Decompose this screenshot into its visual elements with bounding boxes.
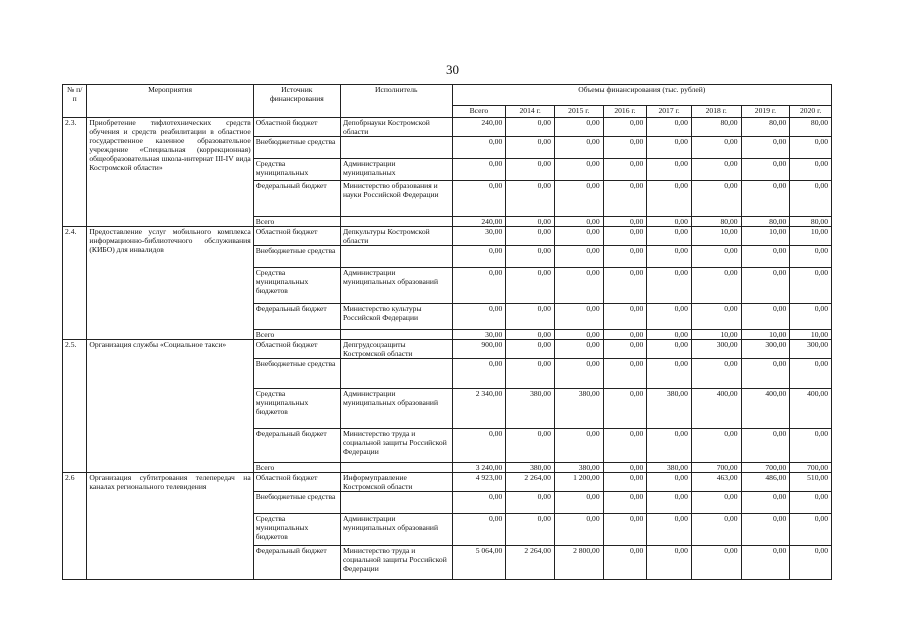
executor	[340, 359, 452, 389]
header-volumes: Объемы финансирования (тыс. рублей)	[452, 85, 831, 106]
executor: Информуправление Костромской области	[340, 473, 452, 492]
page-number: 30	[446, 62, 459, 77]
value-year: 0,00	[603, 181, 647, 217]
value-year: 0,00	[603, 514, 647, 546]
value-year: 10,00	[691, 330, 741, 340]
measure-description: Организация субтитрования телепередач на каналах регионального телевидения	[87, 473, 253, 580]
value-year: 80,00	[790, 217, 832, 227]
measure-number: 2.5.	[63, 340, 87, 473]
value-year: 380,00	[506, 389, 555, 429]
value-year: 0,00	[647, 429, 692, 463]
value-year: 0,00	[790, 246, 832, 268]
value-total: 900,00	[452, 340, 506, 359]
value-total: 3 240,00	[452, 463, 506, 473]
value-year: 0,00	[691, 546, 741, 580]
value-year: 700,00	[790, 463, 832, 473]
measure-description: Предоставление услуг мобильного комплекса информационно-библиотечного обслуживания (КИБО) для инвалидов	[87, 227, 253, 340]
value-year: 300,00	[741, 340, 790, 359]
value-year: 0,00	[790, 268, 832, 304]
value-year: 0,00	[554, 268, 603, 304]
header-year: 2014 г.	[506, 106, 555, 118]
value-year: 0,00	[506, 340, 555, 359]
value-year: 0,00	[741, 514, 790, 546]
value-year: 400,00	[741, 389, 790, 429]
value-total: 30,00	[452, 330, 506, 340]
value-year: 0,00	[691, 514, 741, 546]
executor	[340, 246, 452, 268]
financing-table	[62, 84, 832, 580]
value-year: 0,00	[647, 359, 692, 389]
table-body	[63, 118, 832, 580]
value-year: 0,00	[647, 227, 692, 246]
value-year: 400,00	[790, 389, 832, 429]
value-year: 0,00	[790, 359, 832, 389]
header-year: Всего	[452, 106, 506, 118]
table-row	[63, 340, 832, 359]
value-year: 486,00	[741, 473, 790, 492]
funding-source: Всего	[253, 217, 340, 227]
value-year: 10,00	[741, 227, 790, 246]
value-year: 0,00	[741, 304, 790, 330]
funding-source: Областной бюджет	[253, 227, 340, 246]
value-year: 0,00	[506, 118, 555, 137]
header-measure: Мероприятия	[87, 85, 253, 118]
funding-source: Федеральный бюджет	[253, 304, 340, 330]
value-year: 0,00	[554, 514, 603, 546]
value-year: 80,00	[790, 118, 832, 137]
header-year: 2017 г.	[647, 106, 692, 118]
value-year: 0,00	[647, 268, 692, 304]
table-row	[63, 118, 832, 137]
funding-source: Внебюджетные средства	[253, 359, 340, 389]
executor	[340, 463, 452, 473]
value-year: 0,00	[603, 246, 647, 268]
value-total: 0,00	[452, 492, 506, 514]
value-year: 0,00	[790, 546, 832, 580]
value-total: 0,00	[452, 514, 506, 546]
value-year: 2 264,00	[506, 546, 555, 580]
value-total: 0,00	[452, 304, 506, 330]
value-total: 0,00	[452, 181, 506, 217]
funding-source: Федеральный бюджет	[253, 181, 340, 217]
value-year: 0,00	[554, 246, 603, 268]
funding-source: Всего	[253, 463, 340, 473]
executor: Депгрудсоцзащиты Костромской области	[340, 340, 452, 359]
value-year: 0,00	[554, 304, 603, 330]
value-year: 0,00	[506, 359, 555, 389]
value-year: 0,00	[647, 492, 692, 514]
value-year: 463,00	[691, 473, 741, 492]
table-row	[63, 227, 832, 246]
value-year: 0,00	[603, 330, 647, 340]
measure-description: Организация службы «Социальное такси»	[87, 340, 253, 473]
funding-source: Внебюджетные средства	[253, 137, 340, 159]
value-year: 0,00	[506, 137, 555, 159]
value-year: 80,00	[691, 217, 741, 227]
value-year: 0,00	[603, 137, 647, 159]
value-year: 0,00	[647, 181, 692, 217]
value-year: 0,00	[741, 159, 790, 181]
header-source: Источник финансирования	[253, 85, 340, 118]
executor: Министерство образования и науки Российской Федерации	[340, 181, 452, 217]
value-year: 80,00	[691, 118, 741, 137]
value-year: 0,00	[603, 389, 647, 429]
funding-source: Внебюджетные средства	[253, 492, 340, 514]
value-total: 4 923,00	[452, 473, 506, 492]
value-year: 0,00	[790, 137, 832, 159]
value-year: 0,00	[506, 227, 555, 246]
value-year: 0,00	[506, 217, 555, 227]
value-year: 380,00	[647, 463, 692, 473]
funding-source: Федеральный бюджет	[253, 429, 340, 463]
table-header	[63, 85, 832, 118]
value-year: 700,00	[741, 463, 790, 473]
executor: Администрации муниципальных образований	[340, 514, 452, 546]
executor: Министерство труда и социальной защиты Российской Федерации	[340, 546, 452, 580]
value-year: 2 264,00	[506, 473, 555, 492]
value-year: 0,00	[691, 159, 741, 181]
value-year: 0,00	[741, 181, 790, 217]
value-year: 0,00	[506, 330, 555, 340]
value-year: 0,00	[506, 514, 555, 546]
header-year: 2015 г.	[554, 106, 603, 118]
value-year: 0,00	[647, 304, 692, 330]
value-year: 0,00	[603, 546, 647, 580]
value-year: 380,00	[506, 463, 555, 473]
value-year: 0,00	[741, 137, 790, 159]
value-year: 80,00	[741, 118, 790, 137]
value-year: 0,00	[506, 492, 555, 514]
funding-source: Всего	[253, 330, 340, 340]
value-year: 0,00	[506, 429, 555, 463]
value-year: 0,00	[554, 181, 603, 217]
executor: Администрации муниципальных образований	[340, 389, 452, 429]
value-year: 10,00	[691, 227, 741, 246]
value-year: 0,00	[790, 429, 832, 463]
value-year: 0,00	[554, 227, 603, 246]
value-year: 0,00	[790, 181, 832, 217]
value-total: 0,00	[452, 137, 506, 159]
executor	[340, 217, 452, 227]
funding-source: Федеральный бюджет	[253, 546, 340, 580]
value-total: 30,00	[452, 227, 506, 246]
value-total: 240,00	[452, 118, 506, 137]
funding-source: Средства муниципальных	[253, 159, 340, 181]
funding-source: Средства муниципальных бюджетов	[253, 268, 340, 304]
executor: Депкультуры Костромской области	[340, 227, 452, 246]
value-year: 300,00	[790, 340, 832, 359]
value-total: 0,00	[452, 159, 506, 181]
value-total: 0,00	[452, 268, 506, 304]
value-year: 0,00	[554, 359, 603, 389]
value-year: 0,00	[603, 268, 647, 304]
measure-number: 2.4.	[63, 227, 87, 340]
value-year: 0,00	[506, 246, 555, 268]
measure-description: Приобретение тифлотехнических средств обучения и средств реабилитации в областное государственное казенное образовательное учреждение «Специальная (коррекционная) общеобразовательная школа-интернат III-IV вида Костромской области»	[87, 118, 253, 227]
value-year: 0,00	[554, 217, 603, 227]
value-year: 2 800,00	[554, 546, 603, 580]
value-year: 380,00	[647, 389, 692, 429]
value-year: 0,00	[554, 159, 603, 181]
value-year: 0,00	[647, 340, 692, 359]
value-year: 1 200,00	[554, 473, 603, 492]
header-no: № п/п	[63, 85, 87, 118]
value-year: 0,00	[647, 514, 692, 546]
value-year: 0,00	[647, 473, 692, 492]
value-year: 0,00	[691, 429, 741, 463]
value-year: 700,00	[691, 463, 741, 473]
value-year: 80,00	[741, 217, 790, 227]
value-year: 0,00	[603, 159, 647, 181]
value-year: 0,00	[691, 304, 741, 330]
value-year: 0,00	[647, 217, 692, 227]
value-total: 240,00	[452, 217, 506, 227]
value-year: 0,00	[554, 118, 603, 137]
value-year: 0,00	[741, 546, 790, 580]
measure-number: 2.3.	[63, 118, 87, 227]
header-executor: Исполнитель	[340, 85, 452, 118]
value-total: 0,00	[452, 359, 506, 389]
value-year: 0,00	[554, 330, 603, 340]
value-year: 0,00	[790, 304, 832, 330]
value-total: 5 064,00	[452, 546, 506, 580]
value-year: 0,00	[603, 429, 647, 463]
executor	[340, 330, 452, 340]
value-year: 0,00	[790, 492, 832, 514]
value-year: 0,00	[603, 227, 647, 246]
value-year: 380,00	[554, 463, 603, 473]
value-year: 0,00	[741, 429, 790, 463]
value-year: 0,00	[554, 340, 603, 359]
value-year: 0,00	[647, 546, 692, 580]
value-year: 0,00	[603, 492, 647, 514]
value-year: 300,00	[691, 340, 741, 359]
value-year: 10,00	[790, 227, 832, 246]
value-year: 0,00	[554, 137, 603, 159]
value-year: 0,00	[554, 492, 603, 514]
executor: Министерство труда и социальной защиты Российской Федерации	[340, 429, 452, 463]
value-year: 0,00	[741, 246, 790, 268]
value-year: 0,00	[603, 217, 647, 227]
header-year: 2020 г.	[790, 106, 832, 118]
executor: Министерство культуры Российской Федерации	[340, 304, 452, 330]
value-total: 0,00	[452, 429, 506, 463]
value-year: 0,00	[603, 304, 647, 330]
value-year: 0,00	[691, 181, 741, 217]
executor: Администрации муниципальных	[340, 159, 452, 181]
value-year: 0,00	[506, 268, 555, 304]
value-year: 0,00	[647, 246, 692, 268]
value-year: 0,00	[506, 159, 555, 181]
value-year: 510,00	[790, 473, 832, 492]
value-year: 0,00	[790, 514, 832, 546]
value-year: 10,00	[741, 330, 790, 340]
executor	[340, 492, 452, 514]
header-year: 2018 г.	[691, 106, 741, 118]
value-year: 0,00	[647, 330, 692, 340]
executor	[340, 137, 452, 159]
value-year: 0,00	[603, 340, 647, 359]
value-year: 0,00	[691, 359, 741, 389]
value-year: 0,00	[554, 429, 603, 463]
header-year: 2016 г.	[603, 106, 647, 118]
value-year: 400,00	[691, 389, 741, 429]
header-year: 2019 г.	[741, 106, 790, 118]
value-year: 0,00	[603, 359, 647, 389]
value-year: 380,00	[554, 389, 603, 429]
value-year: 0,00	[647, 159, 692, 181]
funding-source: Средства муниципальных бюджетов	[253, 389, 340, 429]
value-year: 0,00	[603, 463, 647, 473]
executor: Администрации муниципальных образований	[340, 268, 452, 304]
value-year: 0,00	[647, 137, 692, 159]
table-row	[63, 473, 832, 492]
funding-source: Областной бюджет	[253, 473, 340, 492]
value-year: 0,00	[741, 359, 790, 389]
funding-source: Внебюджетные средства	[253, 246, 340, 268]
measure-number: 2.6	[63, 473, 87, 580]
value-year: 10,00	[790, 330, 832, 340]
value-year: 0,00	[741, 492, 790, 514]
funding-source: Областной бюджет	[253, 340, 340, 359]
value-total: 0,00	[452, 246, 506, 268]
value-year: 0,00	[603, 118, 647, 137]
value-year: 0,00	[506, 181, 555, 217]
value-year: 0,00	[691, 268, 741, 304]
value-year: 0,00	[741, 268, 790, 304]
value-year: 0,00	[691, 492, 741, 514]
value-year: 0,00	[790, 159, 832, 181]
value-year: 0,00	[647, 118, 692, 137]
value-total: 2 340,00	[452, 389, 506, 429]
value-year: 0,00	[506, 304, 555, 330]
value-year: 0,00	[603, 473, 647, 492]
funding-source: Областной бюджет	[253, 118, 340, 137]
executor: Депобрнауки Костромской области	[340, 118, 452, 137]
funding-source: Средства муниципальных бюджетов	[253, 514, 340, 546]
value-year: 0,00	[691, 246, 741, 268]
value-year: 0,00	[691, 137, 741, 159]
